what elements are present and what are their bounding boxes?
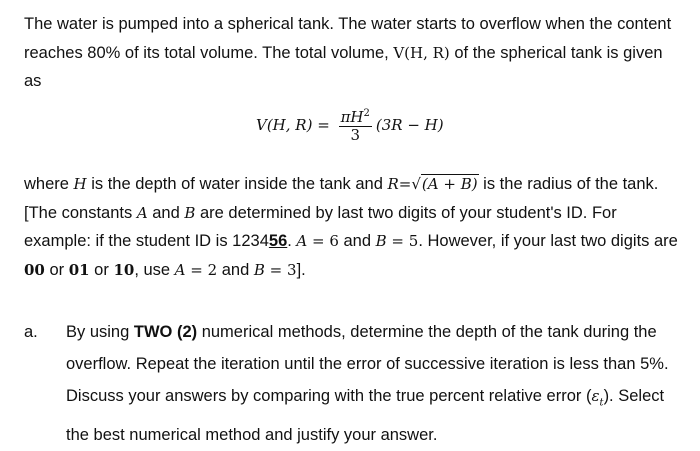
p2-text: is the radius of the tank. [The constants	[24, 175, 659, 222]
var-H: H	[73, 175, 87, 193]
value-B: = 3	[264, 260, 297, 279]
p2-text: ].	[296, 260, 306, 279]
p2-text: , use	[134, 260, 175, 279]
sqrt-radicand: (A + B)	[421, 175, 478, 193]
var-B: B	[375, 232, 387, 250]
q-text: By using	[66, 323, 134, 341]
p2-text: or	[89, 260, 114, 279]
question-marker: a.	[24, 323, 38, 341]
value-A: = 6	[307, 232, 339, 250]
digits-10: 10	[113, 260, 135, 279]
digits-01: 01	[68, 260, 90, 279]
var-R: R	[387, 175, 399, 193]
fraction-denominator: 3	[350, 126, 360, 144]
formula-rhs: (3R − H)	[375, 115, 444, 134]
p2-text: and	[147, 203, 185, 222]
question-body	[66, 316, 678, 451]
p2-text: is the depth of water inside the tank and	[86, 175, 388, 193]
var-B: B	[184, 203, 196, 222]
q-text: ). Select the best numerical method and justify your answer.	[66, 387, 665, 445]
value-B: = 5	[386, 232, 419, 250]
value-A: = 2	[185, 260, 218, 279]
p2-text: are determined by last two digits of your student's ID. For example: if the student ID is 1234	[24, 203, 617, 250]
intro-paragraph	[24, 10, 684, 96]
volume-formula	[256, 105, 444, 144]
p2-text: where	[24, 175, 74, 193]
p2-text: or	[44, 260, 69, 279]
var-A: A	[136, 203, 148, 222]
formula-lhs: V(H, R)	[256, 115, 313, 134]
fraction-numerator	[339, 105, 372, 127]
intro-text-1: The water is pumped into a spherical tank. The water starts to overflow when the content reaches 80% of its total volume. The total volume,	[24, 15, 672, 62]
question-a	[24, 316, 684, 451]
p2-text: and	[217, 260, 254, 279]
sqrt-expression	[411, 170, 478, 199]
volume-symbol: V(H, R)	[393, 43, 450, 62]
p2-text: .	[287, 232, 297, 250]
intro-text-2: of the spherical tank is given as	[24, 43, 663, 90]
formula-fraction	[339, 105, 372, 144]
var-B: B	[253, 260, 265, 279]
equals-sign: =	[398, 175, 412, 193]
q-bold-text: TWO (2)	[133, 323, 198, 341]
q-text: numerical methods, determine the depth of the tank during the overflow. Repeat the iteration until the error of successive iteration is less than 5%. Discuss your answers by comparing with the true percent relative error (	[66, 323, 669, 405]
epsilon-symbol: ε	[591, 387, 600, 405]
constants-paragraph	[24, 170, 684, 284]
digits-00: 00	[24, 260, 45, 279]
var-A: A	[296, 232, 308, 250]
formula-equals: =	[312, 115, 335, 134]
numerator-base: πH	[340, 108, 364, 126]
sqrt-symbol: √	[411, 175, 421, 193]
epsilon-subscript: t	[599, 397, 604, 409]
numerator-exponent: 2	[363, 108, 370, 119]
p2-text: . However, if your last two digits are	[418, 232, 678, 250]
var-A: A	[174, 260, 186, 279]
id-underlined-digits: 56	[268, 232, 288, 250]
p2-text: and	[338, 232, 376, 250]
